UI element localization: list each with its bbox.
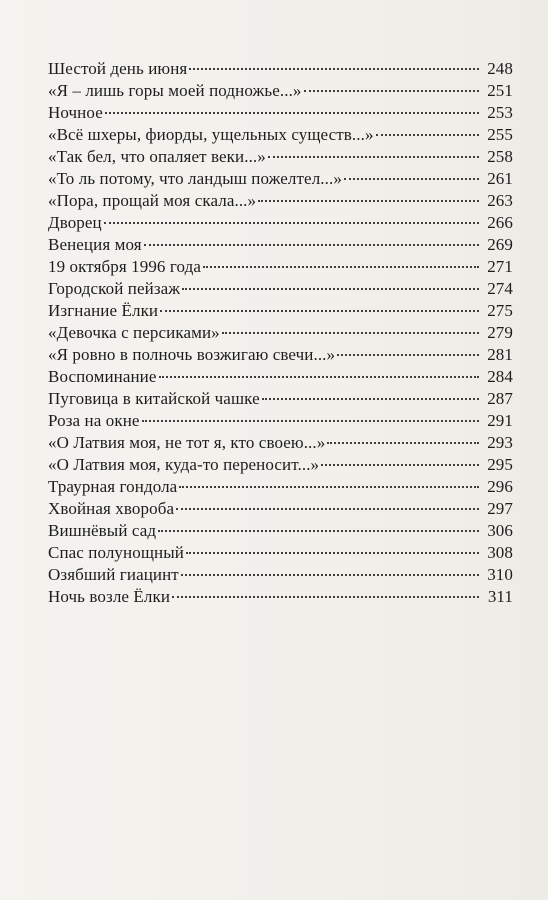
toc-entry	[48, 212, 513, 234]
dot-leader	[186, 551, 479, 554]
toc-entry-title: Озябший гиацинт	[48, 565, 179, 584]
toc-entry	[48, 146, 513, 168]
toc-entry-page: 291	[487, 411, 513, 430]
toc-entry-page: 287	[487, 389, 513, 408]
toc-entry	[48, 366, 513, 388]
toc-entry	[48, 498, 513, 520]
toc-entry-page: 279	[487, 323, 513, 342]
toc-entry	[48, 344, 513, 366]
dot-leader	[159, 375, 479, 378]
toc-entry	[48, 300, 513, 322]
dot-leader	[222, 331, 479, 334]
toc-entry-title: «Девочка с персиками»	[48, 323, 220, 342]
dot-leader	[258, 199, 479, 202]
toc-entry	[48, 190, 513, 212]
toc-entry-page: 269	[487, 235, 513, 254]
toc-entry-page: 271	[487, 257, 513, 276]
dot-leader	[172, 595, 479, 598]
dot-leader	[144, 243, 479, 246]
dot-leader	[105, 111, 479, 114]
toc-entry	[48, 564, 513, 586]
toc-entry-page: 296	[487, 477, 513, 496]
toc-entry-title: Хвойная хворобa	[48, 499, 175, 518]
dot-leader	[344, 177, 479, 180]
toc-entry	[48, 410, 513, 432]
toc-entry	[48, 454, 513, 476]
toc-entry-page: 297	[487, 499, 513, 518]
toc-entry-page: 281	[487, 345, 513, 364]
toc-entry-title: Изгнание Ёлки	[48, 301, 159, 320]
toc-entry-title: Городской пейзаж	[48, 279, 181, 298]
dot-leader	[189, 67, 479, 70]
dot-leader	[182, 287, 479, 290]
dot-leader	[376, 133, 479, 136]
toc-entry-page: 311	[487, 587, 513, 606]
toc-entry-title: «О Латвия моя, куда-то переносит...»	[48, 455, 320, 474]
table-of-contents	[48, 58, 513, 608]
toc-entry-page: 263	[487, 191, 513, 210]
toc-entry-page: 261	[487, 169, 513, 188]
toc-entry-title: «Я ровно в полночь возжигаю свечи...»	[48, 345, 336, 364]
dot-leader	[262, 397, 479, 400]
dot-leader	[304, 89, 479, 92]
toc-entry-title: Воспоминание	[48, 367, 157, 386]
toc-entry-title: Ночное	[48, 103, 103, 122]
toc-entry	[48, 388, 513, 410]
toc-entry-title: Ночь возле Ёлки	[48, 587, 171, 606]
toc-entry	[48, 432, 513, 454]
toc-entry-title: Роза на окне	[48, 411, 140, 430]
toc-entry	[48, 80, 513, 102]
toc-entry-page: 293	[487, 433, 513, 452]
dot-leader	[179, 485, 479, 488]
toc-entry-page: 258	[487, 147, 513, 166]
toc-entry-page: 284	[487, 367, 513, 386]
toc-entry	[48, 58, 513, 80]
toc-entry-title: «Всё шхеры, фиорды, ущельных существ...»	[48, 125, 374, 144]
toc-entry	[48, 102, 513, 124]
toc-entry	[48, 168, 513, 190]
toc-entry-title: 19 октября 1996 года	[48, 257, 202, 276]
toc-entry-page: 255	[487, 125, 513, 144]
toc-entry	[48, 124, 513, 146]
toc-entry-page: 310	[487, 565, 513, 584]
toc-entry-page: 248	[487, 59, 513, 78]
toc-entry	[48, 234, 513, 256]
toc-entry-title: «Я – лишь горы моей подножье...»	[48, 81, 302, 100]
dot-leader	[142, 419, 479, 422]
toc-entry-page: 251	[487, 81, 513, 100]
toc-entry	[48, 586, 513, 608]
dot-leader	[160, 309, 479, 312]
dot-leader	[337, 353, 479, 356]
toc-entry-page: 306	[487, 521, 513, 540]
toc-entry-title: Спас полунощный	[48, 543, 184, 562]
toc-entry-page: 253	[487, 103, 513, 122]
dot-leader	[327, 441, 479, 444]
dot-leader	[158, 529, 479, 532]
dot-leader	[181, 573, 479, 576]
dot-leader	[321, 463, 479, 466]
toc-entry-title: Траурная гондола	[48, 477, 178, 496]
toc-entry-title: Венеция моя	[48, 235, 142, 254]
dot-leader	[268, 155, 479, 158]
toc-entry-page: 308	[487, 543, 513, 562]
toc-entry-title: Вишнёвый сад	[48, 521, 157, 540]
toc-entry-title: «Так бел, что опаляет веки...»	[48, 147, 266, 166]
toc-entry	[48, 476, 513, 498]
dot-leader	[176, 507, 479, 510]
toc-entry-title: «Пора, прощай моя скала...»	[48, 191, 257, 210]
toc-entry-title: «О Латвия моя, не тот я, кто своею...»	[48, 433, 326, 452]
toc-entry-page: 275	[487, 301, 513, 320]
toc-entry	[48, 542, 513, 564]
dot-leader	[104, 221, 479, 224]
toc-entry-page: 266	[487, 213, 513, 232]
dot-leader	[203, 265, 479, 268]
toc-entry-title: Пуговица в китайской чашке	[48, 389, 260, 408]
toc-entry	[48, 322, 513, 344]
toc-entry	[48, 256, 513, 278]
toc-entry	[48, 520, 513, 542]
toc-entry	[48, 278, 513, 300]
toc-entry-title: «То ль потому, что ландыш пожелтел...»	[48, 169, 342, 188]
toc-entry-title: Шестой день июня	[48, 59, 188, 78]
toc-entry-page: 295	[487, 455, 513, 474]
toc-entry-title: Дворец	[48, 213, 102, 232]
toc-entry-page: 274	[487, 279, 513, 298]
